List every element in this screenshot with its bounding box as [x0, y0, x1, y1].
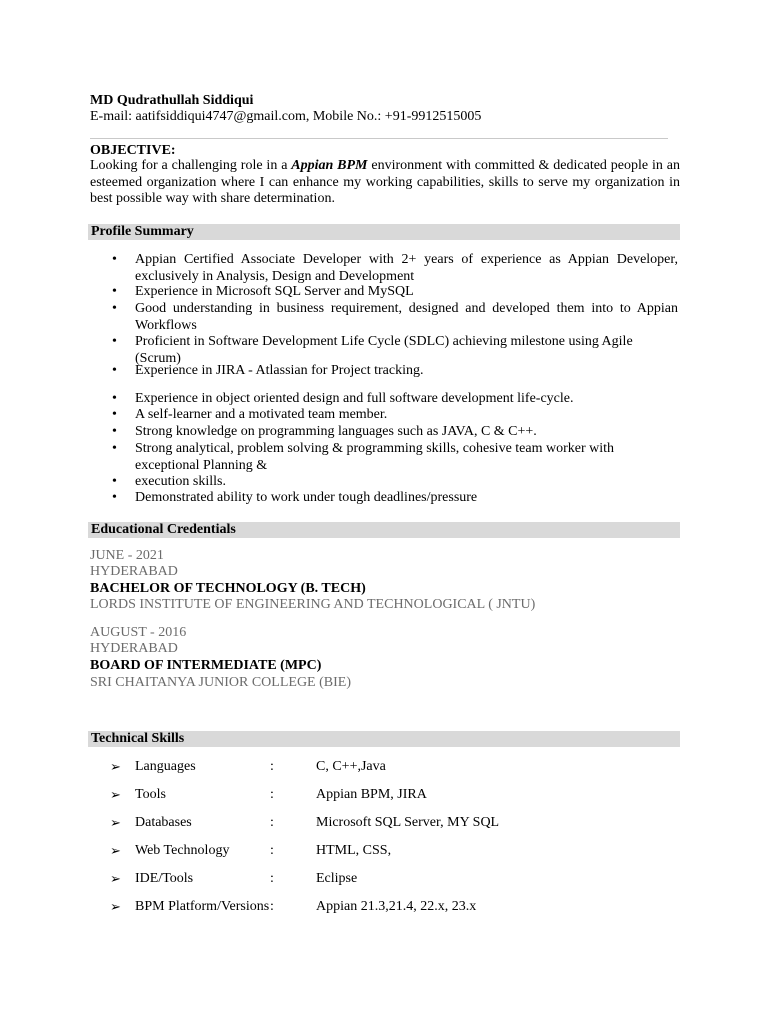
section-heading: Technical Skills — [91, 731, 185, 746]
skill-label: Languages — [135, 759, 196, 774]
arrow-bullet-icon: ➢ — [110, 871, 121, 886]
list-item: A self-learner and a motivated team member. — [135, 407, 388, 422]
skill-label: Databases — [135, 815, 192, 830]
education-date: AUGUST - 2016 — [90, 625, 187, 640]
list-item: execution skills. — [135, 474, 226, 489]
arrow-bullet-icon: ➢ — [110, 759, 121, 774]
objective-text-part: environment with committed & dedicated people in an esteemed organization where I can enhance my working capabilities, skills to serve my organization in best possible way with share determination. — [90, 158, 680, 206]
header-divider — [90, 138, 668, 139]
bullet-dot: • — [112, 391, 117, 406]
candidate-name: MD Qudrathullah Siddiqui — [90, 93, 254, 108]
skill-value: Eclipse — [316, 871, 358, 886]
list-item: Appian Certified Associate Developer with 2+ years of experience as Appian Developer, exclusively in Analysis, Design and Development — [135, 252, 678, 284]
skill-separator: : — [270, 759, 274, 774]
bullet-dot: • — [112, 407, 117, 422]
skill-separator: : — [270, 787, 274, 802]
arrow-bullet-icon: ➢ — [110, 787, 121, 802]
skill-value: Appian BPM, JIRA — [316, 787, 427, 802]
skill-label: IDE/Tools — [135, 871, 194, 886]
bullet-dot: • — [112, 284, 117, 299]
technical-skills-heading-band — [88, 731, 680, 747]
profile-summary-heading-band — [88, 224, 680, 240]
list-item: Good understanding in business requirement, designed and developed them into to Appian Workflows — [135, 301, 678, 333]
skill-value: C, C++,Java — [316, 759, 386, 774]
bullet-dot: • — [112, 363, 117, 378]
education-institution: SRI CHAITANYA JUNIOR COLLEGE (BIE) — [90, 675, 351, 690]
skill-separator: : — [270, 843, 274, 858]
section-heading: Educational Credentials — [91, 522, 236, 537]
objective-emphasis: Appian BPM — [291, 158, 368, 173]
list-item: Demonstrated ability to work under tough deadlines/pressure — [135, 490, 478, 505]
education-heading-band — [88, 522, 680, 538]
arrow-bullet-icon: ➢ — [110, 843, 121, 858]
skill-separator: : — [270, 899, 274, 914]
bullet-dot: • — [112, 424, 117, 439]
objective-heading: OBJECTIVE: — [90, 143, 176, 158]
objective-text — [90, 158, 680, 208]
skill-label: BPM Platform/Versions — [135, 899, 270, 914]
bullet-dot: • — [112, 474, 117, 489]
education-institution: LORDS INSTITUTE OF ENGINEERING AND TECHNOLOGICAL ( JNTU) — [90, 597, 536, 612]
skill-value: HTML, CSS, — [316, 843, 392, 858]
education-location: HYDERABAD — [90, 641, 178, 656]
arrow-bullet-icon: ➢ — [110, 815, 121, 830]
education-location: HYDERABAD — [90, 564, 178, 579]
list-item: Proficient in Software Development Life Cycle (SDLC) achieving milestone using Agile (Scrum) — [135, 334, 633, 366]
arrow-bullet-icon: ➢ — [110, 899, 121, 914]
list-item: Experience in JIRA - Atlassian for Project tracking. — [135, 363, 424, 378]
bullet-dot: • — [112, 441, 117, 456]
education-date: JUNE - 2021 — [90, 548, 164, 563]
bullet-dot: • — [112, 301, 117, 316]
objective-text-part: Looking for a challenging role in a — [90, 158, 292, 173]
education-degree: BACHELOR OF TECHNOLOGY (B. TECH) — [90, 581, 366, 596]
section-heading: Profile Summary — [91, 224, 194, 239]
skill-value: Appian 21.3,21.4, 22.x, 23.x — [316, 899, 477, 914]
list-item: Strong knowledge on programming languages such as JAVA, C & C++. — [135, 424, 537, 439]
skill-value: Microsoft SQL Server, MY SQL — [316, 815, 500, 830]
skill-label: Web Technology — [135, 843, 230, 858]
bullet-dot: • — [112, 490, 117, 505]
contact-line: E-mail: aatifsiddiqui4747@gmail.com, Mobile No.: +91-9912515005 — [90, 109, 482, 124]
skill-separator: : — [270, 815, 274, 830]
list-item: Experience in object oriented design and full software development life-cycle. — [135, 391, 574, 406]
skill-label: Tools — [135, 787, 166, 802]
education-degree: BOARD OF INTERMEDIATE (MPC) — [90, 658, 322, 673]
bullet-dot: • — [112, 334, 117, 349]
skill-separator: : — [270, 871, 274, 886]
bullet-dot: • — [112, 252, 117, 267]
list-item: Experience in Microsoft SQL Server and MySQL — [135, 284, 414, 299]
list-item: Strong analytical, problem solving & programming skills, cohesive team worker with exceptional Planning & — [135, 441, 615, 473]
